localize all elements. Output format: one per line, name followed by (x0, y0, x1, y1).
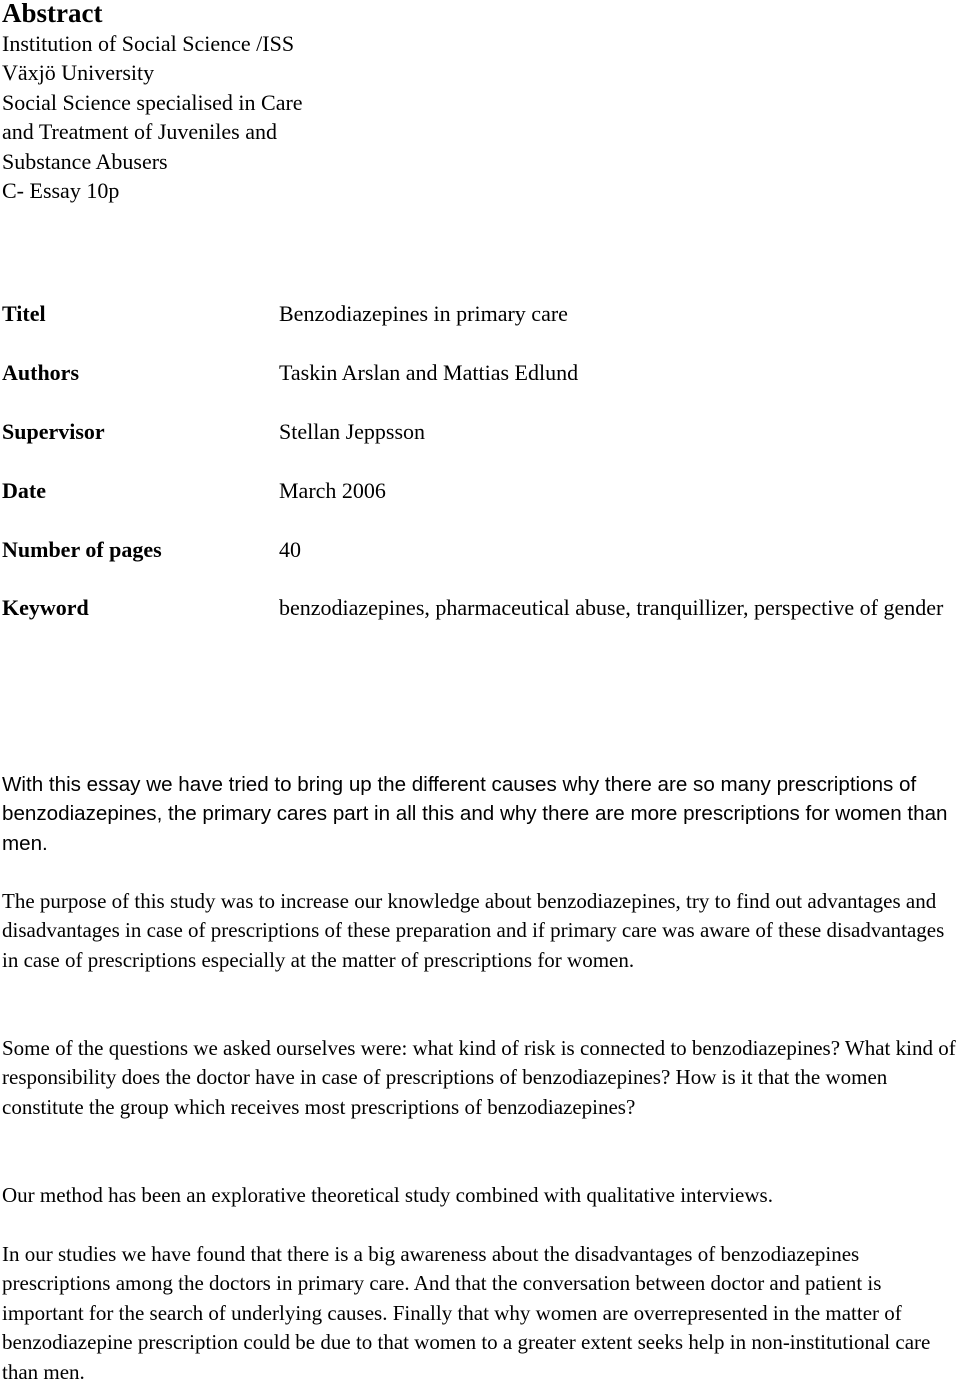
pages-label: Number of pages (2, 537, 162, 562)
pages-value: 40 (279, 537, 301, 562)
institution-line: Social Science specialised in Care (2, 89, 303, 115)
authors-value: Taskin Arslan and Mattias Edlund (279, 360, 579, 385)
keyword-value: benzodiazepines, pharmaceutical abuse, tranquillizer, perspective of gender (279, 595, 944, 620)
abstract-paragraph: Some of the questions we asked ourselves were: what kind of risk is connected to benzodiazepines? What kind of responsibility does the doctor have in case of prescriptions of benzodiazepines? How is it that the women constitute the group which receives most prescriptions of benzodiazepines? (2, 1036, 956, 1119)
institution-line: and Treatment of Juveniles and (2, 119, 277, 145)
date-value: March 2006 (279, 478, 386, 503)
supervisor-label: Supervisor (2, 419, 105, 444)
title-label: Titel (2, 301, 46, 326)
institution-line: Institution of Social Science /ISS (2, 31, 295, 56)
title-value: Benzodiazepines in primary care (279, 301, 568, 326)
keyword-label: Keyword (2, 595, 89, 620)
abstract-paragraph: In our studies we have found that there is a big awareness about the disadvantages of benzodiazepines prescriptions among the doctors in primary care. And that the conversation between doctor and patient is important for the search of underlying causes. Finally that why women are overrepresented in the matter of benzodiazepine prescription could be due to that women to a greater extent seeks help in non-institutional care than men. (2, 1242, 931, 1384)
institution-line: Substance Abusers (2, 148, 168, 174)
institution-block (2, 29, 303, 205)
institution-line: Växjö University (2, 60, 155, 86)
date-label: Date (2, 478, 46, 503)
institution-line: C- Essay 10p (2, 178, 120, 204)
abstract-paragraph: The purpose of this study was to increase our knowledge about benzodiazepines, try to find out advantages and disadvantages in case of prescriptions of these preparation and if primary care was aware of these disadvantages in case of prescriptions especially at the matter of prescriptions for women. (2, 889, 945, 972)
abstract-paragraph: With this essay we have tried to bring up the different causes why there are so many prescriptions of benzodiazepines, the primary cares part in all this and why there are more prescriptions for women than men. (2, 773, 948, 855)
abstract-paragraph: Our method has been an explorative theoretical study combined with qualitative interviews. (2, 1183, 773, 1207)
abstract-heading: Abstract (2, 0, 103, 28)
authors-label: Authors (2, 360, 80, 385)
supervisor-value: Stellan Jeppsson (279, 419, 426, 444)
